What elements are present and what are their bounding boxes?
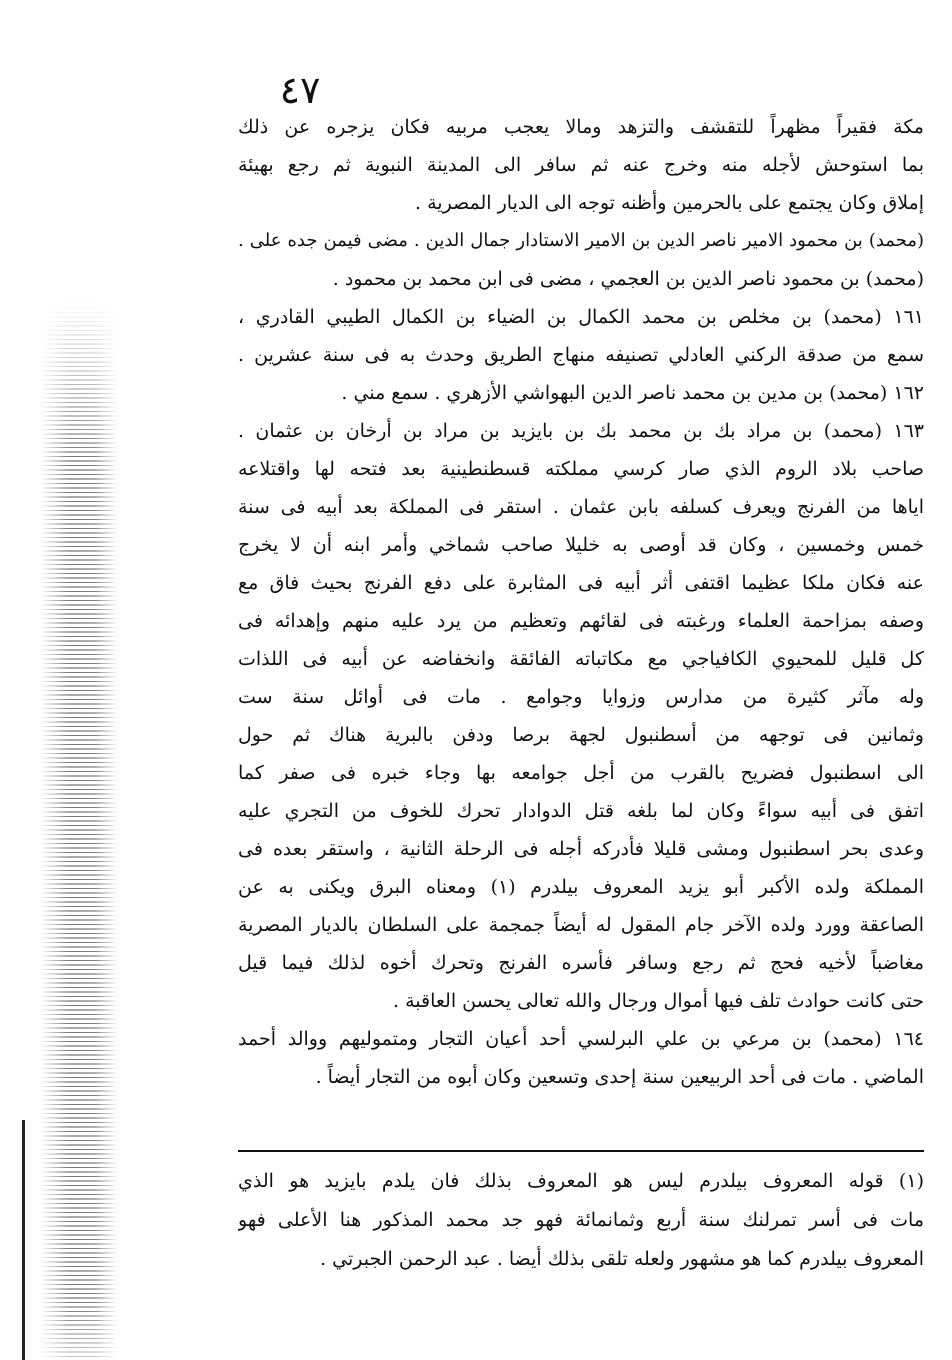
text-line: الى اسطنبول فضريح بالقرب من أجل جوامعه بها وجاء خبره فى صفر كما: [238, 762, 924, 784]
text-line: خمس وخمسين ، وكان قد أوصى به خليلا صاحب شماخي وأمر ابنه أن لا يخرج: [238, 534, 924, 556]
footnote-divider: [238, 1150, 924, 1152]
footnote-line: المعروف بيلدرم كما هو مشهور ولعله تلقى بذلك أيضا . عبد الرحمن الجبرتي .: [320, 1248, 924, 1270]
text-line: إملاق وكان يجتمع على بالحرمين وأظنه توجه الى الديار المصرية .: [415, 192, 924, 214]
text-line: بما استوحش لأجله منه وخرج عنه ثم سافر الى المدينة النبوية ثم رجع بهيئة: [238, 154, 924, 176]
entry-163-heading: ١٦٣ (محمد) بن مراد بك بن محمد بك بن بايزيد بن مراد بن أرخان بن عثمان .: [238, 420, 924, 442]
text-line: الصاعقة وورد ولده الآخر جام المقول له أيضاً جمجمة على السلطان بالديار المصرية: [238, 914, 924, 936]
text-line: كل قليل للمحيوي الكافياجي مع مكاتباته الفائقة وانخفاضه عن أبيه فى اللذات: [238, 648, 924, 670]
entry-161-heading: ١٦١ (محمد) بن مخلص بن محمد الكمال بن الضياء بن الكمال الطيبي القادري ،: [238, 306, 924, 328]
footnote-line: مات فى أسر تمرلنك سنة أربع وثمانمائة فهو جد محمد المذكور هنا الأعلى فهو: [238, 1209, 924, 1231]
entry-line: (محمد) بن محمود ناصر الدين بن العجمي ، مضى فى ابن محمد بن محمود .: [332, 268, 924, 290]
entry-164-heading: ١٦٤ (محمد) بن مرعي بن علي البرلسي أحد أعيان التجار ومتموليهم ووالد أحمد: [238, 1028, 924, 1050]
main-text: [238, 108, 924, 1096]
entry-162-heading: ١٦٢ (محمد) بن مدين بن محمد ناصر الدين البهواشي الأزهري . سمع مني .: [341, 382, 924, 404]
text-line: المملكة ولده الأكبر أبو يزيد المعروف بيلدرم (١) ومعناه البرق ويكنى به عن: [238, 876, 924, 898]
footnote-line: (١) قوله المعروف بيلدرم ليس هو المعروف بذلك فان يلدم بايزيد هو الذي: [238, 1170, 924, 1192]
entry-line: (محمد) بن محمود الامير ناصر الدين بن الامير الاستادار جمال الدين . مضى فيمن جده على .: [238, 230, 924, 251]
text-line: صاحب بلاد الروم الذي صار كرسي مملكته قسطنطينية بعد فتحه لها واقتلاعه: [238, 458, 924, 480]
text-line: وصفه بمزاحمة العلماء ورغبته فى لقائهم وتعظيم من يرد عليه منهم وإهدائه فى: [238, 610, 924, 632]
scan-edge-fade: [0, 0, 120, 1360]
text-line: اياها من الفرنج ويعرف كسلفه بابن عثمان . استقر فى المملكة بعد أبيه فى سنة: [238, 496, 924, 518]
text-line: وثمانين فى توجهه من أسطنبول لجهة برصا ودفن بالبرية هناك ثم حول: [238, 724, 924, 746]
text-line: اتفق فى أبيه سواءً وكان لما بلغه قتل الدوادار تحرك للخوف من التجري عليه: [238, 800, 924, 822]
text-line: حتى كانت حوادث تلف فيها أموال ورجال والله تعالى يحسن العاقبة .: [393, 990, 924, 1012]
text-line: وعدى بحر اسطنبول ومشى قليلا فأدركه أجله فى الرحلة الثانية ، واستقر بعده فى: [238, 838, 924, 860]
text-line: عنه فكان ملكا عظيما اقتفى أثر أبيه فى المثابرة على دفع الفرنج بحيث فاق مع: [238, 572, 924, 594]
text-line: وله مآثر كثيرة من مدارس وزوايا وجوامع . مات فى أوائل سنة ست: [238, 686, 924, 708]
text-line: مكة فقيراً مظهراً للتقشف والتزهد ومالا يعجب مربيه فكان يزجره عن ذلك: [238, 116, 924, 138]
footnote-section: [238, 1162, 924, 1279]
page-number: ٤٧: [279, 68, 321, 112]
binding-edge-line: [22, 1120, 25, 1360]
text-line: سمع من صدقة الركني العادلي تصنيفه منهاج الطريق وحدث به فى سنة عشرين .: [238, 344, 924, 366]
text-line: مغاضباً لأخيه فحج ثم رجع وسافر فأسره الفرنج وتحرك أخوه لذلك فيما قيل: [238, 952, 924, 974]
text-line: الماضي . مات فى أحد الربيعين سنة إحدى وتسعين وكان أبوه من التجار أيضاً .: [315, 1066, 924, 1088]
